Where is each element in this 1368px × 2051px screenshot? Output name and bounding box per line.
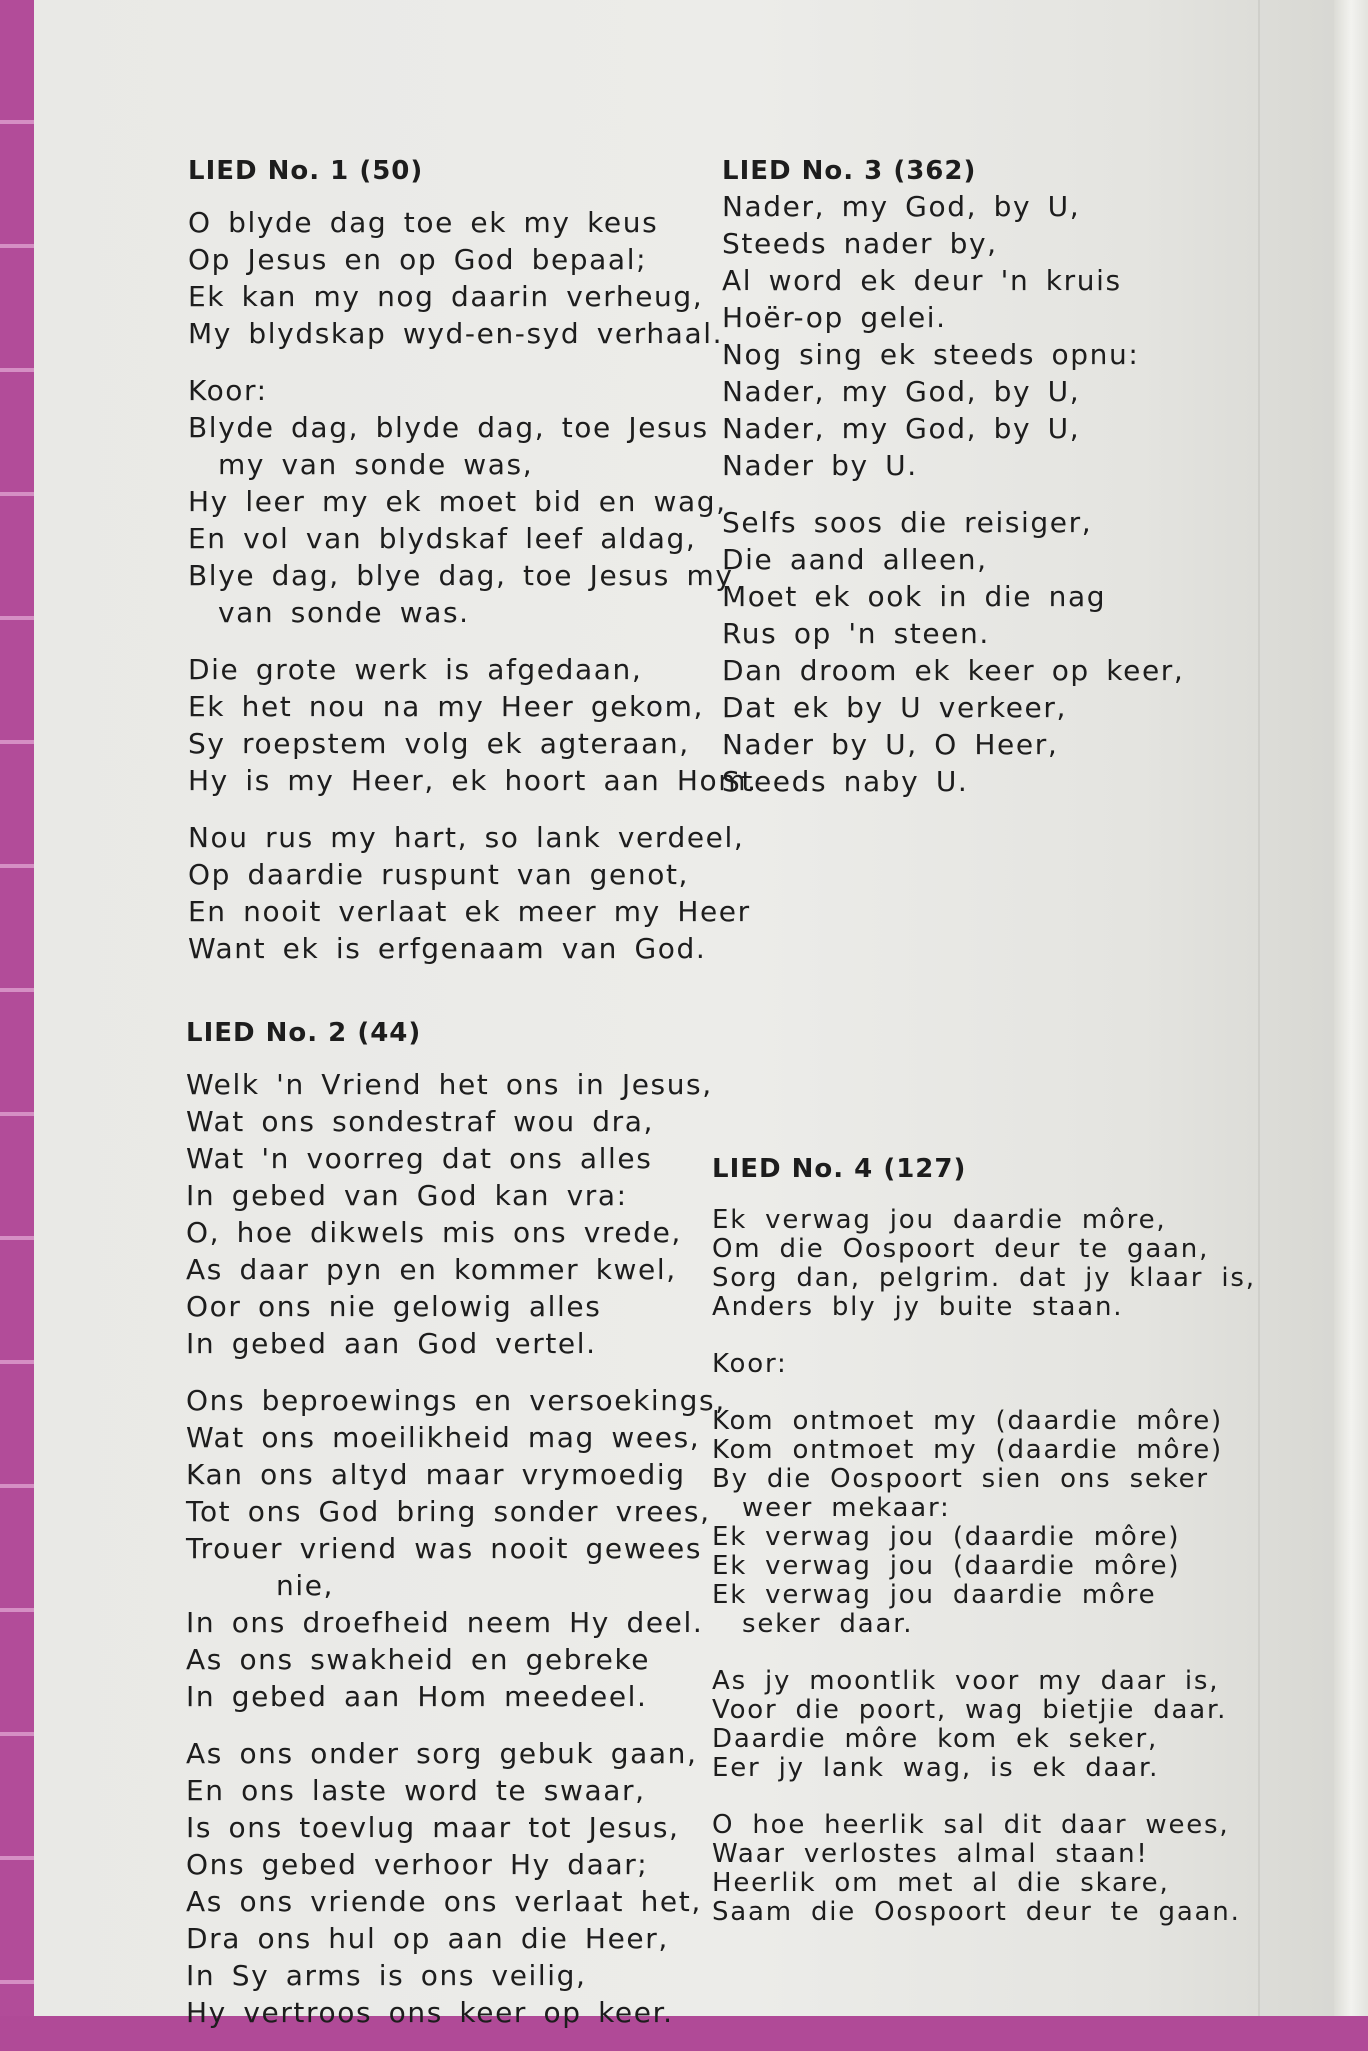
lyric-line: Dat ek by U verkeer, [722, 691, 1067, 724]
lyric-line: As daar pyn en kommer kwel, [186, 1253, 677, 1286]
lyric-line: Ek het nou na my Heer gekom, [188, 690, 704, 723]
song-lied-4 [712, 1154, 1256, 1955]
lyric-line: Rus op 'n steen. [722, 617, 990, 650]
lyric-line: Wat 'n voorreg dat ons alles [186, 1142, 653, 1175]
lyric-line: nie, [276, 1569, 335, 1602]
lyric-line: Nader, my God, by U, [722, 412, 1081, 445]
lyric-line: Nader by U, O Heer, [722, 728, 1059, 761]
lyric-line: Kan ons altyd maar vrymoedig [186, 1458, 686, 1491]
stanza [722, 504, 1184, 800]
stanza [722, 188, 1184, 484]
lyric-line: Ek verwag jou daardie môre [712, 1580, 1157, 1610]
stanza [188, 651, 758, 799]
lyric-line: Om die Oospoort deur te gaan, [712, 1234, 1210, 1264]
lyric-line: Oor ons nie gelowig alles [186, 1290, 602, 1323]
lyric-line: Nader, my God, by U, [722, 190, 1081, 223]
lyric-line: By die Oospoort sien ons seker [712, 1464, 1209, 1494]
lyric-line: As ons swakheid en gebreke [186, 1643, 651, 1676]
lyric-line: My blydskap wyd-en-syd verhaal. [188, 317, 724, 350]
lyric-line: Kom ontmoet my (daardie môre) [712, 1406, 1223, 1436]
stanza [712, 1206, 1256, 1322]
lyric-line: weer mekaar: [742, 1493, 951, 1523]
lyric-line: O blyde dag toe ek my keus [188, 206, 659, 239]
lyric-line: Tot ons God bring sonder vrees, [186, 1495, 711, 1528]
lyric-line: Al word ek deur 'n kruis [722, 264, 1122, 297]
lyric-line: Moet ek ook in die nag [722, 580, 1107, 613]
lyric-line: Op daardie ruspunt van genot, [188, 858, 690, 891]
lyric-line: As jy moontlik voor my daar is, [712, 1666, 1220, 1696]
lyric-line: Wat ons moeilikheid mag wees, [186, 1421, 701, 1454]
lyric-line: Die aand alleen, [722, 543, 988, 576]
lyric-line: Hoër-op gelei. [722, 301, 947, 334]
lyric-line: Ek verwag jou (daardie môre) [712, 1522, 1181, 1552]
lyric-line: En ons laste word te swaar, [186, 1774, 646, 1807]
lyric-line: Saam die Oospoort deur te gaan. [712, 1897, 1241, 1927]
lyric-line: In gebed aan Hom meedeel. [186, 1680, 648, 1713]
song-lied-2 [186, 1018, 726, 2051]
lyric-line: Nou rus my hart, so lank verdeel, [188, 821, 745, 854]
stanza [186, 1382, 726, 1715]
lyric-line: En nooit verlaat ek meer my Heer [188, 895, 751, 928]
stanza [186, 1735, 726, 2031]
lyric-line: En vol van blydskaf leef aldag, [188, 522, 697, 555]
lyric-line: Op Jesus en op God bepaal; [188, 243, 648, 276]
lyric-line: As ons vriende ons verlaat het, [186, 1885, 702, 1918]
lyric-line: In gebed van God kan vra: [186, 1179, 628, 1212]
stanza [712, 1811, 1256, 1927]
lyric-line: Hy leer my ek moet bid en wag, [188, 485, 727, 518]
stanza-chorus [188, 372, 758, 631]
lyric-line: As ons onder sorg gebuk gaan, [186, 1737, 698, 1770]
lyric-line: Sy roepstem volg ek agteraan, [188, 727, 690, 760]
lyric-line: Ons beproewings en versoekings, [186, 1384, 726, 1417]
lyric-line: O hoe heerlik sal dit daar wees, [712, 1810, 1230, 1840]
lyric-line: Want ek is erfgenaam van God. [188, 932, 707, 965]
lyric-line: Waar verlostes almal staan! [712, 1839, 1149, 1869]
lyric-line: Kom ontmoet my (daardie môre) [712, 1435, 1223, 1465]
lyric-line: In ons droefheid neem Hy deel. [186, 1606, 704, 1639]
lyric-line: Hy vertroos ons keer op keer. [186, 1996, 674, 2029]
stanza [188, 204, 758, 352]
lyric-line: Wat ons sondestraf wou dra, [186, 1105, 654, 1138]
stanza [186, 1066, 726, 1362]
lyric-line: Ons gebed verhoor Hy daar; [186, 1848, 649, 1881]
lyric-line: Is ons toevlug maar tot Jesus, [186, 1811, 680, 1844]
song-lied-1 [188, 156, 758, 987]
lyric-line: Dan droom ek keer op keer, [722, 654, 1185, 687]
lyric-line: Dra ons hul op aan die Heer, [186, 1922, 669, 1955]
lyric-line: Die grote werk is afgedaan, [188, 653, 643, 686]
lyric-line: Nader by U. [722, 449, 918, 482]
song-title: LIED No. 4 (127) [712, 1154, 967, 1184]
lyric-line: Sorg dan, pelgrim. dat jy klaar is, [712, 1263, 1256, 1293]
stanza [712, 1667, 1256, 1783]
lyric-line: Blyde dag, blyde dag, toe Jesus [188, 411, 709, 444]
lyric-line: Eer jy lank wag, is ek daar. [712, 1753, 1160, 1783]
song-title: LIED No. 3 (362) [722, 156, 977, 186]
stanza [188, 819, 758, 967]
lyric-line: Steeds nader by, [722, 227, 998, 260]
lyric-line: Ek verwag jou (daardie môre) [712, 1551, 1181, 1581]
song-lied-3 [722, 156, 1184, 820]
stanza [712, 1350, 1256, 1379]
lyric-line: Ek verwag jou daardie môre, [712, 1205, 1167, 1235]
chorus-label: Koor: [712, 1349, 788, 1379]
song-title: LIED No. 1 (50) [188, 156, 424, 186]
lyric-line: Selfs soos die reisiger, [722, 506, 1093, 539]
lyric-line: Nader, my God, by U, [722, 375, 1081, 408]
lyric-line: Ek kan my nog daarin verheug, [188, 280, 704, 313]
lyric-line: In Sy arms is ons veilig, [186, 1959, 587, 1992]
lyric-line: O, hoe dikwels mis ons vrede, [186, 1216, 682, 1249]
lyric-line: Trouer vriend was nooit gewees [186, 1532, 703, 1565]
lyric-line: seker daar. [742, 1609, 914, 1639]
lyric-line: In gebed aan God vertel. [186, 1327, 597, 1360]
page-edge [1334, 0, 1368, 2016]
lyric-line: Voor die poort, wag bietjie daar. [712, 1695, 1228, 1725]
chorus-label: Koor: [188, 374, 268, 407]
page-fold-line [1258, 0, 1260, 2016]
lyric-line: Nog sing ek steeds opnu: [722, 338, 1140, 371]
lyric-line: Anders bly jy buite staan. [712, 1292, 1124, 1322]
lyric-line: my van sonde was, [218, 448, 534, 481]
lyric-line: Welk 'n Vriend het ons in Jesus, [186, 1068, 713, 1101]
stanza-chorus [712, 1407, 1256, 1639]
lyric-line: Hy is my Heer, ek hoort aan Hom. [188, 764, 758, 797]
lyric-line: Steeds naby U. [722, 765, 969, 798]
lyric-line: van sonde was. [218, 596, 470, 629]
lyric-line: Blye dag, blye dag, toe Jesus my [188, 559, 734, 592]
lyric-line: Daardie môre kom ek seker, [712, 1724, 1159, 1754]
lyric-line: Heerlik om met al die skare, [712, 1868, 1170, 1898]
song-title: LIED No. 2 (44) [186, 1018, 422, 1048]
